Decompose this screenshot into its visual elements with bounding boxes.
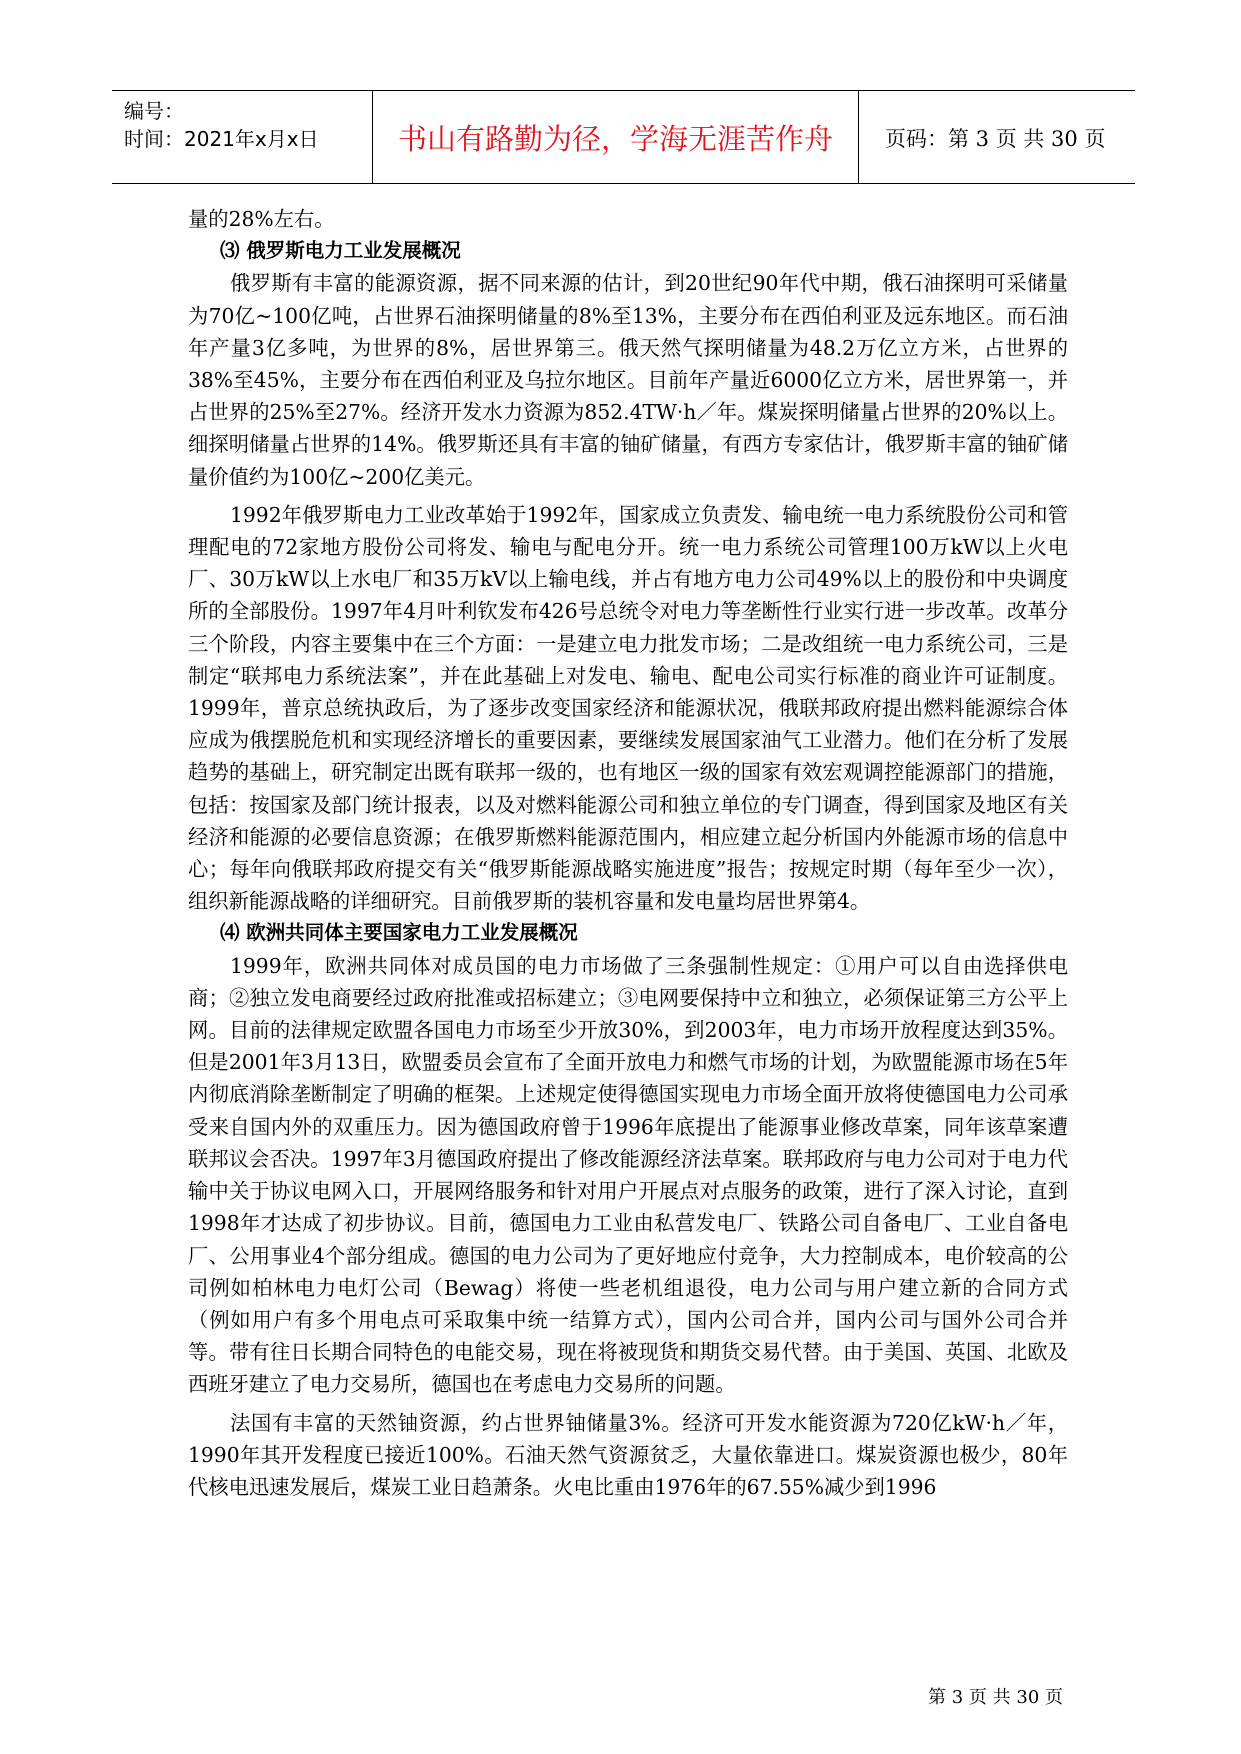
paragraph-continuation: 量的28%左右。 (188, 207, 335, 231)
paragraph-france-resources: 法国有丰富的天然铀资源，约占世界铀储量3%。经济可开发水能资源为720亿kW·h／年，1990年其开发程度已接近100%。石油天然气资源贫乏，大量依靠进口。煤炭资源也极少，80年代核电迅速发展后，煤炭工业日趋萧条。火电比重由1976年的67.55%减少到1996 (188, 1410, 1068, 1499)
paragraph-russia-resources: 俄罗斯有丰富的能源资源，据不同来源的估计，到20世纪90年代中期，俄石油探明可采储量为70亿~100亿吨，占世界石油探明储量的8%至13%，主要分布在西伯利亚及远东地区。而石油年产量3亿多吨，为世界的8%，居世界第三。俄天然气探明储量为48.2万亿立方米，占世界的38%至45%，主要分布在西伯利亚及乌拉尔地区。目前年产量近6000亿立方米，居世界第一，并占世界的25%至27%。经济开发水力资源为852.4TW·h／年。煤炭探明储量占世界的20%以上。细探明储量占世界的14%。俄罗斯还具有丰富的铀矿储量，有西方专家估计，俄罗斯丰富的铀矿储量价值约为100亿~200亿美元。 (188, 271, 1068, 489)
section-heading-russia: ⑶ 俄罗斯电力工业发展概况 (220, 239, 461, 263)
document-time-label: 时间：2021年x月x日 (124, 127, 319, 151)
document-body (188, 203, 1068, 1503)
document-number-label: 编号： (124, 99, 184, 123)
section-heading-europe: ⑷ 欧洲共同体主要国家电力工业发展概况 (220, 921, 578, 945)
paragraph-europe-market: 1999年，欧洲共同体对成员国的电力市场做了三条强制性规定：①用户可以自由选择供电商；②独立发电商要经过政府批准或招标建立；③电网要保持中立和独立，必须保证第三方公平上网。目前的法律规定欧盟各国电力市场至少开放30%，到2003年，电力市场开放程度达到35%。但是2001年3月13日，欧盟委员会宣布了全面开放电力和燃气市场的计划，为欧盟能源市场在5年内彻底消除垄断制定了明确的框架。上述规定使得德国实现电力市场全面开放将使德国电力公司承受来自国内外的双重压力。因为德国政府曾于1996年底提出了能源事业修改草案，同年该草案遭联邦议会否决。1997年3月德国政府提出了修改能源经济法草案。联邦政府与电力公司对于电力代输中关于协议电网入口，开展网络服务和针对用户开展点对点服务的政策，进行了深入讨论，直到1998年才达成了初步协议。目前，德国电力工业由私营发电厂、铁路公司自备电厂、工业自备电厂、公用事业4个部分组成。德国的电力公司为了更好地应付竞争，大力控制成本，电价较高的公司例如柏林电力电灯公司（Bewag）将使一些老机组退役，电力公司与用户建立新的合同方式（例如用户有多个用电点可采取集中统一结算方式），国内公司合并，国内公司与国外公司合并等。带有往日长期合同特色的电能交易，现在将被现货和期货交易代替。由于美国、英国、北欧及西班牙建立了电力交易所，德国也在考虑电力交易所的问题。 (188, 953, 1068, 1397)
header-page-info: 页码：第 3 页 共 30 页 (885, 127, 1106, 151)
page-header (112, 90, 1135, 184)
header-page-cell (859, 91, 1135, 183)
header-motto: 书山有路勤为径，学海无涯苦作舟 (397, 122, 833, 156)
header-info-cell (112, 91, 372, 183)
page-footer-number: 第 3 页 共 30 页 (928, 1687, 1063, 1708)
header-motto-cell (372, 91, 859, 183)
paragraph-russia-reform: 1992年俄罗斯电力工业改革始于1992年，国家成立负责发、输电统一电力系统股份公司和管理配电的72家地方股份公司将发、输电与配电分开。统一电力系统公司管理100万kW以上火电厂、30万kW以上水电厂和35万kV以上输电线，并占有地方电力公司49%以上的股份和中央调度所的全部股份。1997年4月叶利钦发布426号总统令对电力等垄断性行业实行进一步改革。改革分三个阶段，内容主要集中在三个方面：一是建立电力批发市场；二是改组统一电力系统公司，三是制定“联邦电力系统法案”，并在此基础上对发电、输电、配电公司实行标准的商业许可证制度。1999年，普京总统执政后，为了逐步改变国家经济和能源状况，俄联邦政府提出燃料能源综合体应成为俄摆脱危机和实现经济增长的重要因素，要继续发展国家油气工业潜力。他们在分析了发展趋势的基础上，研究制定出既有联邦一级的，也有地区一级的国家有效宏观调控能源部门的措施，包括：按国家及部门统计报表，以及对燃料能源公司和独立单位的专门调查，得到国家及地区有关经济和能源的必要信息资源；在俄罗斯燃料能源范围内，相应建立起分析国内外能源市场的信息中心；每年向俄联邦政府提交有关“俄罗斯能源战略实施进度”报告；按规定时期（每年至少一次），组织新能源战略的详细研究。目前俄罗斯的装机容量和发电量均居世界第4。 (188, 502, 1068, 914)
